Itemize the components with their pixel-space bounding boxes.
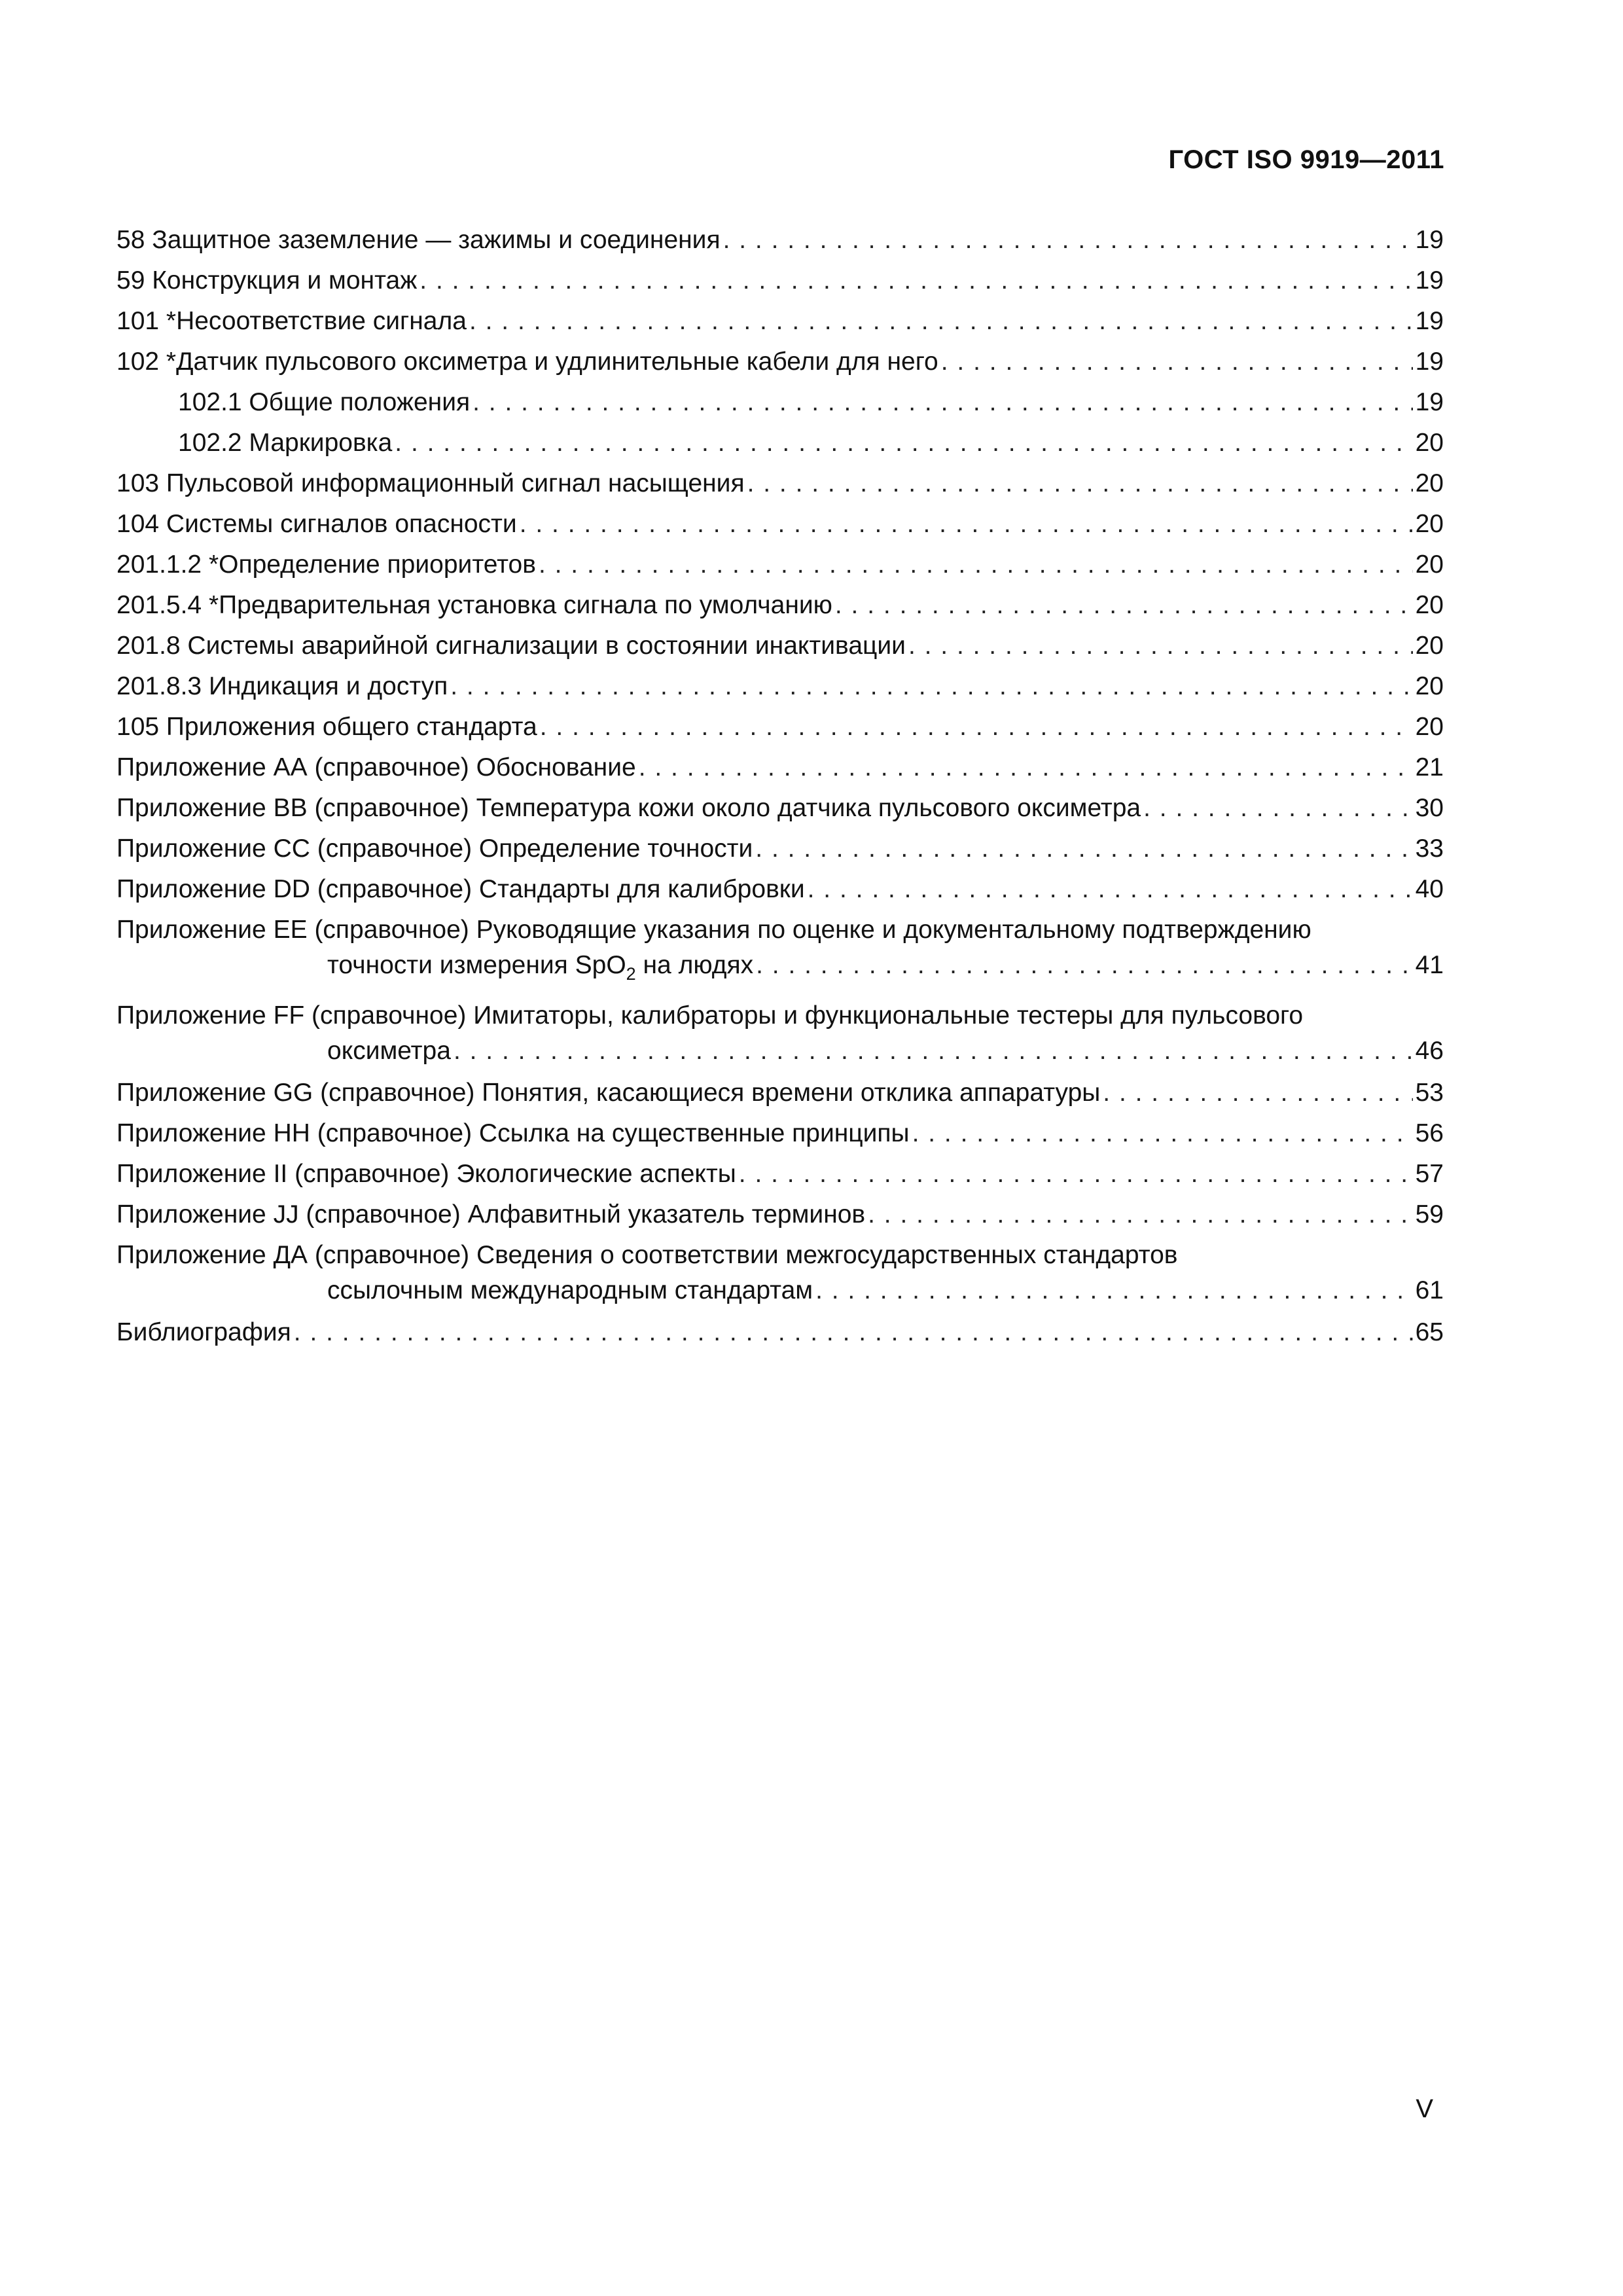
toc-entry[interactable] bbox=[116, 1154, 1444, 1194]
toc-entry-title: 201.1.2 *Определение приоритетов bbox=[116, 550, 536, 579]
leader-dots bbox=[723, 220, 1413, 260]
leader-dots bbox=[739, 1154, 1413, 1194]
toc-entry[interactable] bbox=[116, 869, 1444, 910]
leader-dots bbox=[912, 1113, 1413, 1154]
leader-dots bbox=[294, 1312, 1413, 1353]
toc-entry-title: Приложение АА (справочное) Обоснование bbox=[116, 753, 636, 781]
toc-entry-page: 46 bbox=[1415, 1037, 1444, 1065]
toc-entry[interactable] bbox=[116, 996, 1444, 1066]
toc-entry-page: 20 bbox=[1415, 550, 1444, 579]
toc-entry-page: 59 bbox=[1415, 1200, 1444, 1229]
leader-dots bbox=[835, 585, 1413, 626]
leader-dots bbox=[540, 707, 1413, 747]
toc-entry-page: 61 bbox=[1415, 1276, 1444, 1304]
toc-entry-page: 20 bbox=[1415, 510, 1444, 538]
toc-entry[interactable] bbox=[116, 626, 1444, 666]
toc-entry-title: Приложение ЕЕ (справочное) Руководящие указания по оценке и документальному подтверждению bbox=[116, 916, 1311, 944]
toc-entry-title: 101 *Несоответствие сигнала bbox=[116, 307, 467, 335]
toc-entry-continuation bbox=[327, 950, 753, 989]
leader-dots bbox=[473, 382, 1412, 423]
leader-dots bbox=[639, 747, 1413, 788]
leader-dots bbox=[747, 463, 1413, 504]
subscript: 2 bbox=[626, 964, 636, 984]
toc-entry-title: Приложение FF (справочное) Имитаторы, калибраторы и функциональные тестеры для пульсового bbox=[116, 1001, 1304, 1030]
leader-dots bbox=[469, 301, 1413, 342]
table-of-contents bbox=[116, 220, 1444, 1353]
toc-entry[interactable] bbox=[116, 342, 1444, 382]
leader-dots bbox=[1143, 788, 1413, 829]
toc-entry-page: 41 bbox=[1415, 951, 1444, 979]
leader-dots bbox=[941, 342, 1413, 382]
toc-entry-title: Библиография bbox=[116, 1318, 291, 1346]
toc-entry-title: 102.2 Маркировка bbox=[178, 429, 393, 457]
toc-entry-page: 65 bbox=[1415, 1318, 1444, 1346]
leader-dots bbox=[450, 666, 1412, 707]
leader-dots bbox=[755, 829, 1412, 869]
leader-dots bbox=[908, 626, 1413, 666]
toc-entry-title: 103 Пульсовой информационный сигнал насыщения bbox=[116, 469, 745, 497]
toc-entry-title: 201.5.4 *Предварительная установка сигнала по умолчанию bbox=[116, 591, 832, 619]
toc-entry-page: 20 bbox=[1415, 469, 1444, 497]
toc-entry-title: 201.8 Системы аварийной сигнализации в состоянии инактивации bbox=[116, 632, 906, 660]
toc-entry[interactable] bbox=[116, 585, 1444, 626]
leader-dots bbox=[454, 1036, 1413, 1066]
toc-entry[interactable] bbox=[116, 747, 1444, 788]
toc-entry[interactable] bbox=[116, 707, 1444, 747]
leader-dots bbox=[520, 504, 1413, 545]
continuation-text-end: на людях bbox=[635, 951, 754, 979]
toc-entry-title: 102 *Датчик пульсового оксиметра и удлинительные кабели для него bbox=[116, 348, 938, 376]
toc-entry[interactable] bbox=[116, 910, 1444, 989]
toc-entry[interactable] bbox=[116, 545, 1444, 585]
toc-entry-page: 20 bbox=[1415, 713, 1444, 741]
toc-entry[interactable] bbox=[116, 1113, 1444, 1154]
toc-entry[interactable] bbox=[116, 788, 1444, 829]
toc-entry-page: 30 bbox=[1415, 794, 1444, 822]
toc-entry-title: Приложение ВВ (справочное) Температура кожи около датчика пульсового оксиметра bbox=[116, 794, 1141, 822]
toc-entry-title: 105 Приложения общего стандарта bbox=[116, 713, 537, 741]
toc-entry-page: 57 bbox=[1415, 1160, 1444, 1188]
toc-entry-page: 33 bbox=[1415, 834, 1444, 863]
toc-entry-title: Приложение GG (справочное) Понятия, касающиеся времени отклика аппаратуры bbox=[116, 1079, 1101, 1107]
document-header: ГОСТ ISO 9919—2011 bbox=[1168, 145, 1444, 174]
toc-entry[interactable] bbox=[116, 260, 1444, 301]
toc-entry-page: 19 bbox=[1415, 226, 1444, 254]
toc-entry[interactable] bbox=[116, 463, 1444, 504]
toc-entry[interactable] bbox=[116, 1235, 1444, 1306]
toc-entry[interactable] bbox=[116, 829, 1444, 869]
toc-entry-page: 20 bbox=[1415, 632, 1444, 660]
toc-entry[interactable] bbox=[116, 301, 1444, 342]
leader-dots bbox=[539, 545, 1413, 585]
toc-entry[interactable] bbox=[116, 1312, 1444, 1353]
toc-entry[interactable] bbox=[116, 220, 1444, 260]
leader-dots bbox=[419, 260, 1412, 301]
toc-entry-title: Приложение DD (справочное) Стандарты для калибровки bbox=[116, 875, 805, 903]
toc-entry-page: 20 bbox=[1415, 591, 1444, 619]
toc-entry-page: 19 bbox=[1415, 348, 1444, 376]
toc-entry-title: Приложение СС (справочное) Определение точности bbox=[116, 834, 753, 863]
leader-dots bbox=[808, 869, 1413, 910]
toc-entry[interactable] bbox=[116, 423, 1444, 463]
toc-entry[interactable] bbox=[116, 504, 1444, 545]
leader-dots bbox=[756, 950, 1412, 980]
toc-entry-title: 201.8.3 Индикация и доступ bbox=[116, 672, 448, 700]
leader-dots bbox=[395, 423, 1412, 463]
toc-entry-page: 56 bbox=[1415, 1119, 1444, 1147]
toc-entry-title: 59 Конструкция и монтаж bbox=[116, 266, 418, 295]
toc-entry[interactable] bbox=[116, 1073, 1444, 1113]
toc-entry-title: 102.1 Общие положения bbox=[178, 388, 471, 416]
toc-entry-page: 20 bbox=[1415, 429, 1444, 457]
toc-entry-page: 20 bbox=[1415, 672, 1444, 700]
toc-entry[interactable] bbox=[116, 1194, 1444, 1235]
toc-entry-page: 19 bbox=[1415, 266, 1444, 295]
page-number: V bbox=[1416, 2094, 1433, 2123]
toc-entry-page: 53 bbox=[1415, 1079, 1444, 1107]
leader-dots bbox=[1103, 1073, 1412, 1113]
toc-entry-page: 21 bbox=[1415, 753, 1444, 781]
toc-entry-page: 19 bbox=[1415, 388, 1444, 416]
toc-entry-title: Приложение НН (справочное) Ссылка на существенные принципы bbox=[116, 1119, 910, 1147]
toc-entry-title: 104 Системы сигналов опасности bbox=[116, 510, 517, 538]
leader-dots bbox=[868, 1194, 1412, 1235]
toc-entry-title: Приложение JJ (справочное) Алфавитный указатель терминов bbox=[116, 1200, 866, 1229]
toc-entry-page: 19 bbox=[1415, 307, 1444, 335]
toc-entry-page: 40 bbox=[1415, 875, 1444, 903]
toc-entry-title: 58 Защитное заземление — зажимы и соединения bbox=[116, 226, 721, 254]
toc-entry-title: Приложение ДА (справочное) Сведения о соответствии межгосударственных стандартов bbox=[116, 1241, 1178, 1269]
toc-entry-title: Приложение II (справочное) Экологические аспекты bbox=[116, 1160, 736, 1188]
toc-entry-continuation: ссылочным международным стандартам bbox=[327, 1276, 813, 1304]
leader-dots bbox=[815, 1276, 1413, 1306]
toc-entry[interactable] bbox=[116, 666, 1444, 707]
toc-entry-continuation: оксиметра bbox=[327, 1037, 451, 1065]
continuation-text: точности измерения SpO bbox=[327, 951, 626, 979]
toc-entry[interactable] bbox=[116, 382, 1444, 423]
